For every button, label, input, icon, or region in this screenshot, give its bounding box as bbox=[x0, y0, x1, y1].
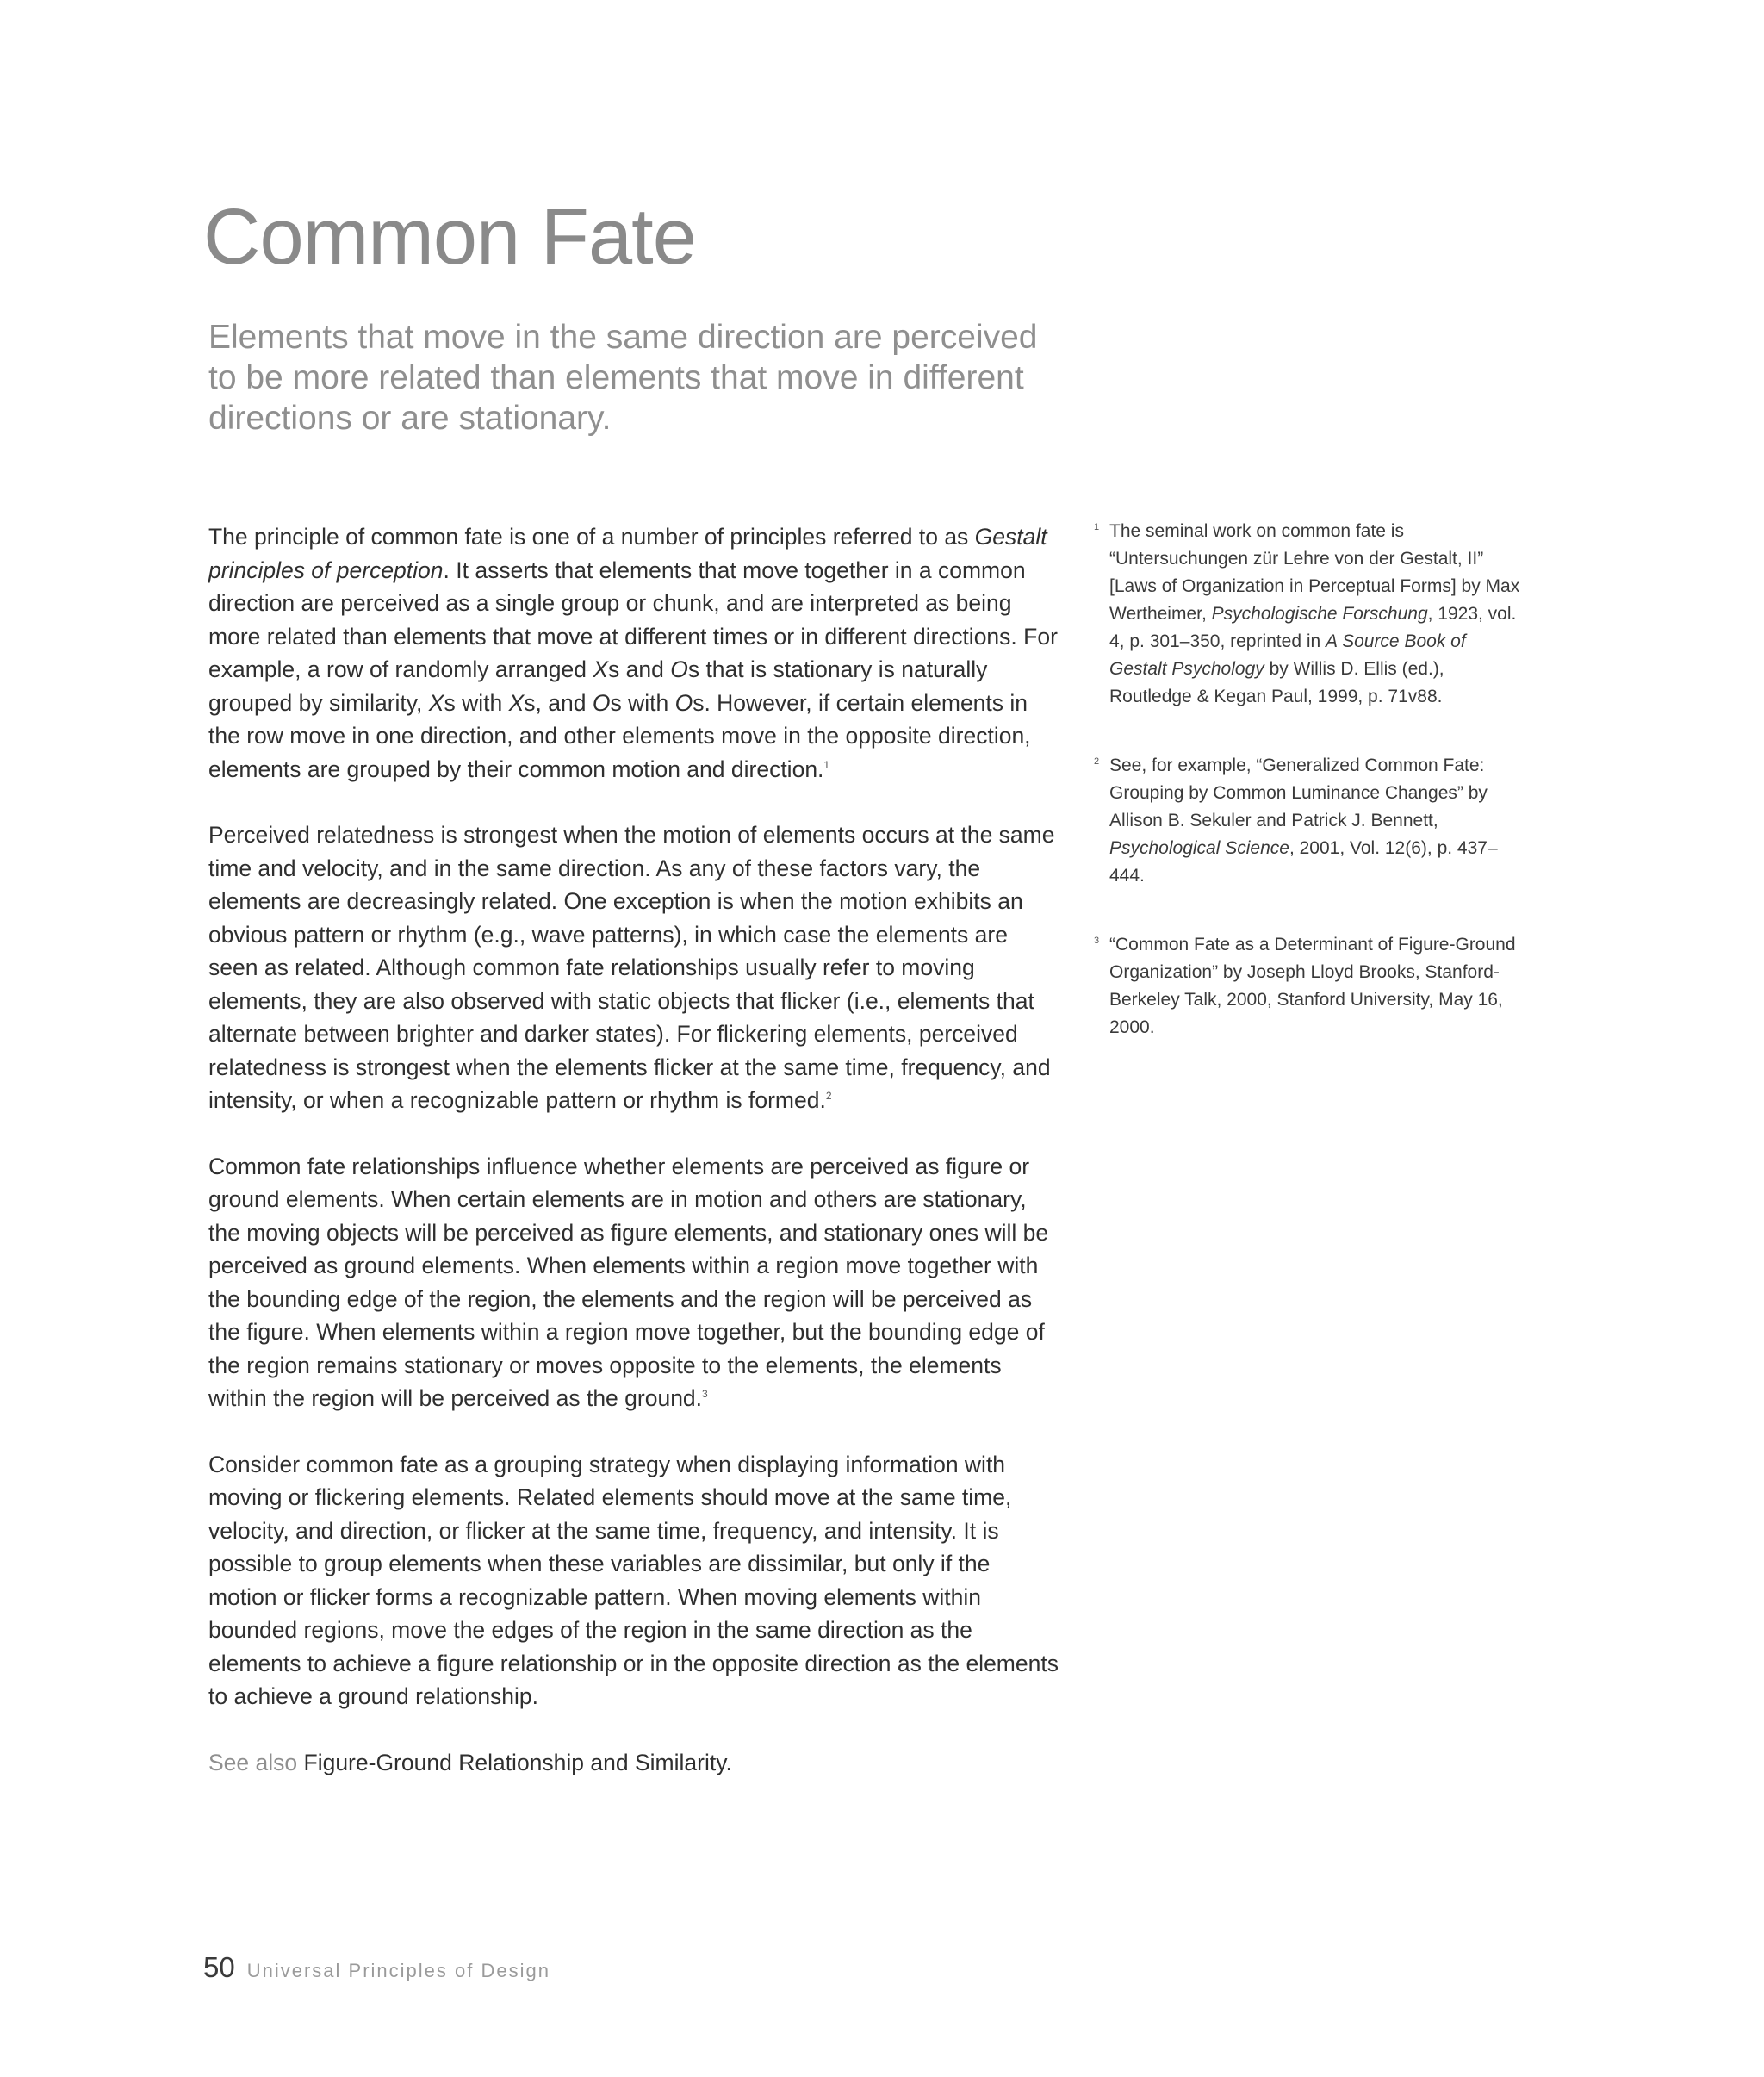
book-title: Universal Principles of Design bbox=[246, 1960, 550, 1981]
footnotes-column bbox=[1094, 518, 1525, 1083]
see-also-links: Figure-Ground Relationship and Similarity. bbox=[297, 1749, 732, 1775]
paragraph-1: The principle of common fate is one of a number of principles referred to as Gestalt principles of perception. It asserts that elements that move together in a common direction are perceived as a single group or chunk, and are interpreted as being more related than elements that move at different times or in different directions. For example, a row of randomly arranged Xs and Os that is stationary is naturally grouped by similarity, Xs with Xs, and Os with Os. However, if certain elements in the row move in one direction, and other elements move in the opposite direction, elements are grouped by their common motion and direction.$^1$ bbox=[208, 524, 1058, 782]
see-also-label: See also bbox=[208, 1749, 298, 1775]
page-title: Common Fate bbox=[203, 193, 696, 281]
footnote-3: 3 “Common Fate as a Determinant of Figure-Ground Organization” by Joseph Lloyd Brooks, Stanford-Berkeley Talk, 2000, Stanford University, May 16, 2000. bbox=[1094, 931, 1525, 1042]
footnote-number: 1 bbox=[1094, 522, 1100, 532]
footnote-2: 2 See, for example, “Generalized Common Fate: Grouping by Common Luminance Changes” by Allison B. Sekuler and Patrick J. Bennett, Psychological Science, 2001, Vol. 12(6), p. 437–444. bbox=[1094, 752, 1525, 890]
footnote-ref-2: 2 bbox=[825, 1090, 832, 1103]
page-number: 50 bbox=[203, 1951, 235, 1983]
paragraph-4: Consider common fate as a grouping strategy when displaying information with moving or flickering elements. Related elements should move at the same time, velocity, and direction, or flicker at the same time, frequency, and intensity. It is possible to group elements when these variables are dissimilar, but only if the motion or flicker forms a recognizable pattern. When moving elements within bounded regions, move the edges of the region in the same direction as the elements to achieve a figure relationship or in the opposite direction as the elements to achieve a ground relationship. bbox=[208, 1451, 1059, 1709]
page-subtitle: Elements that move in the same direction are perceived to be more related than elements that move in different directions or are stationary. bbox=[208, 319, 1038, 437]
footnote-ref-1: 1 bbox=[823, 758, 830, 771]
footnote-ref-3: 3 bbox=[702, 1388, 708, 1401]
footnote-number: 2 bbox=[1094, 756, 1100, 767]
footnote-1: 1 The seminal work on common fate is “Untersuchungen zür Lehre von der Gestalt, II” [Laws of Organization in Perceptual Forms] by Max Wertheimer, Psychologische Forschung, 1923, vol. 4, p. 301–350, reprinted in A Source Book of Gestalt Psychology by Willis D. Ellis (ed.), Routledge & Kegan Paul, 1999, p. 71v88. bbox=[1094, 518, 1525, 711]
body-text bbox=[208, 520, 1061, 1812]
page-footer bbox=[203, 1951, 550, 1984]
paragraph-2: Perceived relatedness is strongest when the motion of elements occurs at the same time and velocity, and in the same direction. As any of these factors vary, the elements are decreasingly related. One exception is when the motion exhibits an obvious pattern or rhythm (e.g., wave patterns), in which case the elements are seen as related. Although common fate relationships usually refer to moving elements, they are also observed with static objects that flicker (i.e., elements that alternate between brighter and darker states). For flickering elements, perceived relatedness is strongest when the elements flicker at the same time, frequency, and intensity, or when a recognizable pattern or rhythm is formed.$^2$ bbox=[208, 822, 1055, 1113]
see-also bbox=[208, 1746, 1061, 1780]
paragraph-3: Common fate relationships influence whether elements are perceived as figure or ground elements. When certain elements are in motion and others are stationary, the moving objects will be perceived as figure elements, and stationary ones will be perceived as ground elements. When elements within a region move together with the bounding edge of the region, the elements and the region will be perceived as the figure. When elements within a region move together, but the bounding edge of the region remains stationary or moves opposite to the elements, the elements within the region will be perceived as the ground.$^3$ bbox=[208, 1153, 1049, 1411]
footnote-number: 3 bbox=[1094, 936, 1100, 946]
